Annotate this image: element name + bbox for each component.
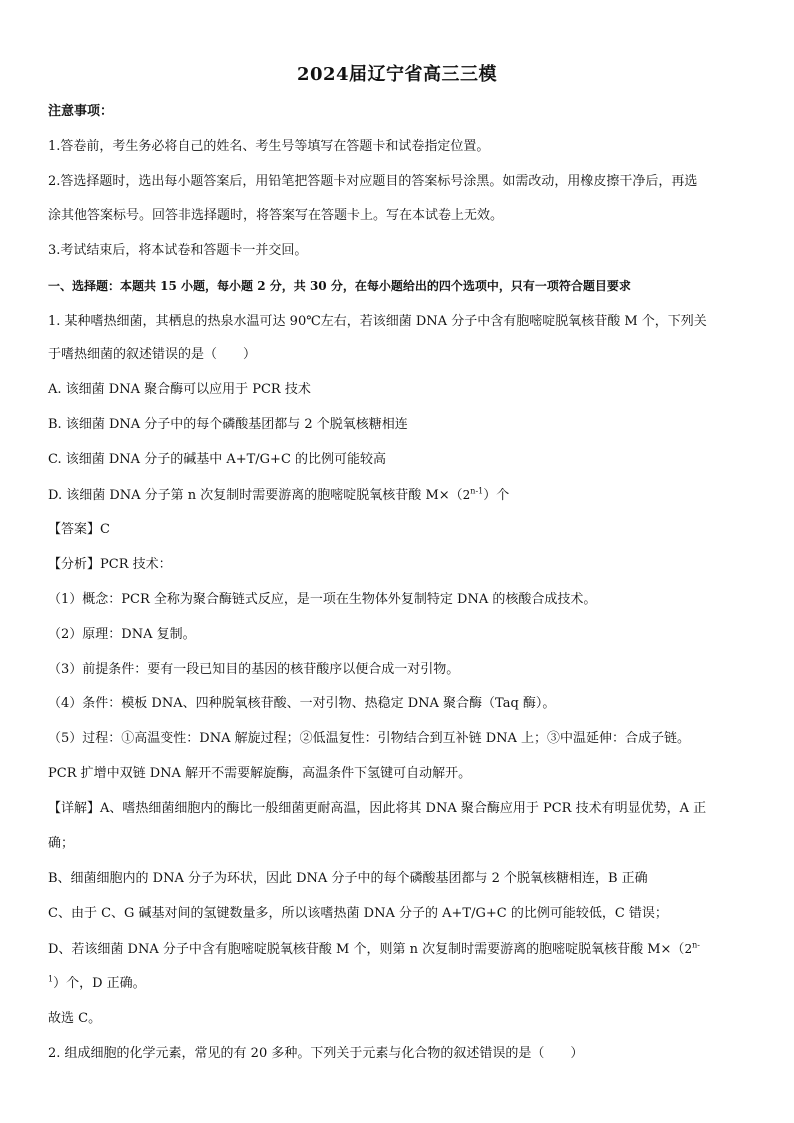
detail-b: B、细菌细胞内的 DNA 分子为环状，因此 DNA 分子中的每个磷酸基团都与 2 个脱氧核糖相连，B 正确 xyxy=(48,871,648,886)
notice-item-3: 3.考试结束后，将本试卷和答题卡一并交回。 xyxy=(48,243,308,258)
option-d-text: D. 该细菌 DNA 分子第 n 次复制时需要游离的胞嘧啶脱氧核苷酸 M×（ xyxy=(48,488,463,503)
option-d-power-base: 2 xyxy=(462,488,471,502)
notice-item-2-line-1: 2.答选择题时，选出每小题答案后，用铅笔把答题卡对应题目的答案标号涂黑。如需改动，用橡皮擦干净后，再选 xyxy=(48,174,698,189)
section-heading-choice: 一、选择题：本题共 15 小题，每小题 2 分，共 30 分，在每小题给出的四个选项中，只有一项符合题目要求 xyxy=(48,279,631,293)
detail-d-line-2 xyxy=(48,974,748,994)
option-d-exponent: n-1 xyxy=(470,486,484,496)
question-1-option-b: B. 该细菌 DNA 分子中的每个磷酸基团都与 2 个脱氧核糖相连 xyxy=(48,417,408,432)
analysis-title: 【分析】PCR 技术： xyxy=(48,557,172,572)
question-1-option-d xyxy=(48,485,748,506)
detail-d-line-1 xyxy=(48,939,748,960)
detail-d-exponent-part-1: n- xyxy=(692,940,700,950)
detail-c: C、由于 C、G 碱基对间的氢键数量多，所以该嗜热菌 DNA 分子的 A+T/G+C 的比例可能较低，C 错误； xyxy=(48,906,668,921)
question-1-option-a: A. 该细菌 DNA 聚合酶可以应用于 PCR 技术 xyxy=(48,382,311,397)
detail-a-line-2: 确； xyxy=(48,836,75,851)
question-1-option-c: C. 该细菌 DNA 分子的碱基中 A+T/G+C 的比例可能较高 xyxy=(48,452,387,467)
conclusion: 故选 C。 xyxy=(48,1011,102,1026)
detail-a-line-1: 【详解】A、嗜热细菌细胞内的酶比一般细菌更耐高温，因此将其 DNA 聚合酶应用于 PCR 技术有明显优势，A 正 xyxy=(48,801,707,816)
question-2-stem: 2. 组成细胞的化学元素，常见的有 20 多种。下列关于元素与化合物的叙述错误的是（ ） xyxy=(48,1046,584,1061)
analysis-item-3: （3）前提条件：要有一段已知目的基因的核苷酸序以便合成一对引物。 xyxy=(48,662,460,677)
detail-d-power-base: 2 xyxy=(684,942,693,956)
page-title: 2024届辽宁省高三三模 xyxy=(296,64,498,85)
question-1-stem-line-1: 1. 某种嗜热细菌，其栖息的热泉水温可达 90℃左右，若该细菌 DNA 分子中含有胞嘧啶脱氧核苷酸 M 个，下列关 xyxy=(48,314,707,329)
question-1-stem-line-2: 于嗜热细菌的叙述错误的是（ ） xyxy=(48,347,257,362)
option-d-tail: ）个 xyxy=(483,488,510,503)
analysis-item-2: （2）原理：DNA 复制。 xyxy=(48,627,196,642)
analysis-item-4: （4）条件：模板 DNA、四种脱氧核苷酸、一对引物、热稳定 DNA 聚合酶（Taq 酶）。 xyxy=(48,696,556,711)
answer-line: 【答案】C xyxy=(48,522,110,537)
detail-d-text: D、若该细菌 DNA 分子中含有胞嘧啶脱氧核苷酸 M 个，则第 n 次复制时需要游离的胞嘧啶脱氧核苷酸 M×（ xyxy=(48,942,685,957)
detail-d-tail: ）个，D 正确。 xyxy=(53,976,146,991)
analysis-item-1: （1）概念：PCR 全称为聚合酶链式反应，是一项在生物体外复制特定 DNA 的核酸合成技术。 xyxy=(48,592,597,607)
notice-item-2-line-2: 涂其他答案标号。回答非选择题时，将答案写在答题卡上。写在本试卷上无效。 xyxy=(48,208,504,223)
analysis-item-5: （5）过程：①高温变性：DNA 解旋过程；②低温复性：引物结合到互补链 DNA 上；③中温延伸：合成子链。 xyxy=(48,731,691,746)
notice-item-1: 1.答卷前，考生务必将自己的姓名、考生号等填写在答题卡和试卷指定位置。 xyxy=(48,139,490,154)
notice-heading: 注意事项： xyxy=(48,104,114,119)
detail-d-exponent-part-2: 1 xyxy=(48,974,54,984)
analysis-note: PCR 扩增中双链 DNA 解开不需要解旋酶，高温条件下氢键可自动解开。 xyxy=(48,766,472,781)
